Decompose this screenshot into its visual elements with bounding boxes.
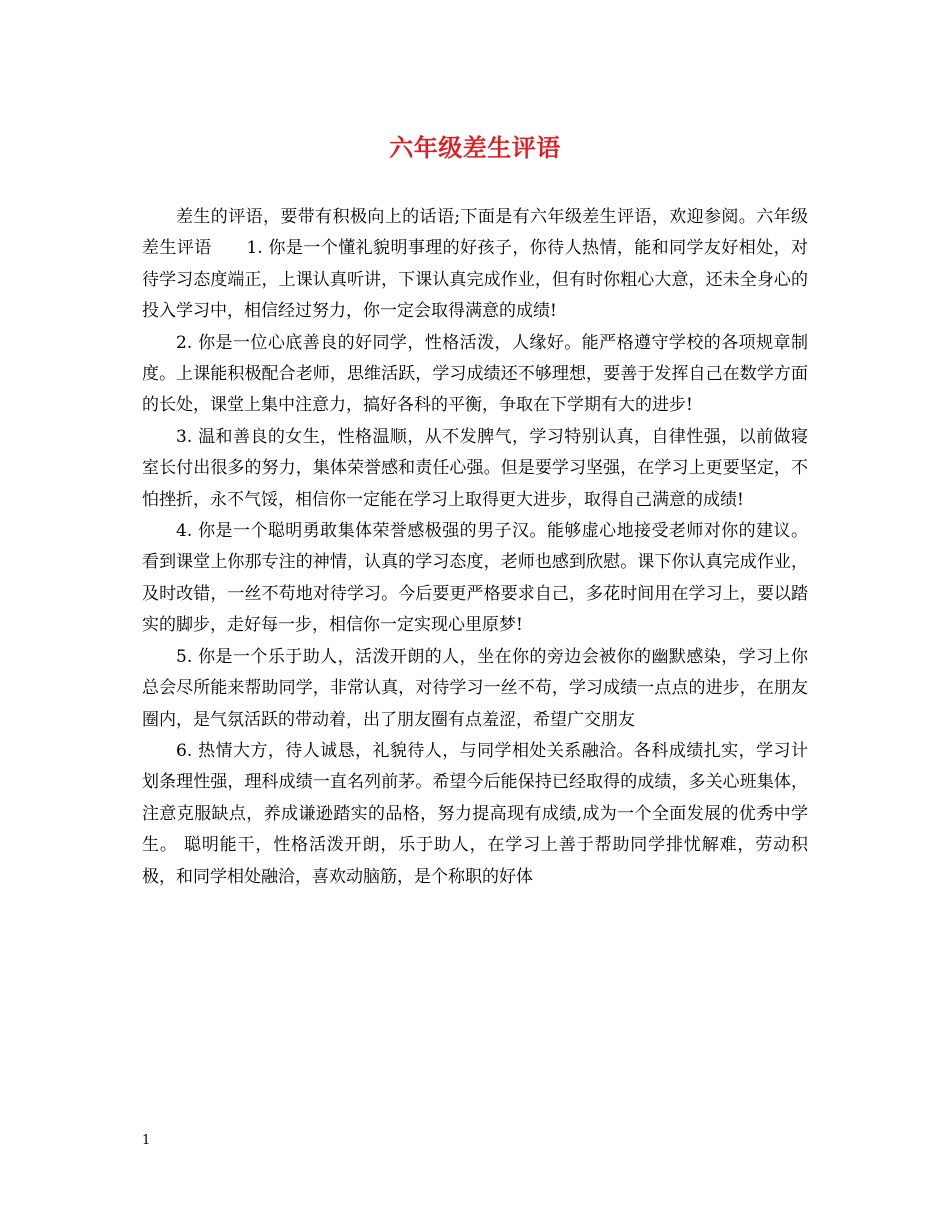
document-body — [142, 202, 808, 893]
paragraph-comment-6: 6. 热情大方，待人诚恳，礼貌待人，与同学相处关系融洽。各科成绩扎实，学习计划条理性强，理科成绩一直名列前茅。希望今后能保持已经取得的成绩，多关心班集体，注意克服缺点，养成谦逊踏实的品格，努力提高现有成绩,成为一个全面发展的优秀中学生。 聪明能干，性格活泼开朗，乐于助人，在学习上善于帮助同学排忧解难，劳动积极，和同学相处融洽，喜欢动脑筋，是个称职的好体 — [142, 740, 808, 887]
page-number: 1 — [142, 1133, 151, 1148]
paragraph-comment-2: 2. 你是一位心底善良的好同学，性格活泼，人缘好。能严格遵守学校的各项规章制度。上课能积极配合老师，思维活跃，学习成绩还不够理想，要善于发挥自己在数学方面的长处，课堂上集中注意力，搞好各科的平衡，争取在下学期有大的进步! — [142, 332, 808, 416]
document-title: 六年级差生评语 — [389, 133, 561, 162]
paragraph-comment-4: 4. 你是一个聪明勇敢集体荣誉感极强的男子汉。能够虚心地接受老师对你的建议。看到课堂上你那专注的神情，认真的学习态度，老师也感到欣慰。课下你认真完成作业，及时改错，一丝不苟地对待学习。今后要更严格要求自己，多花时间用在学习上，要以踏实的脚步，走好每一步，相信你一定实现心里原梦! — [142, 521, 808, 636]
paragraph-comment-5: 5. 你是一个乐于助人，活泼开朗的人，坐在你的旁边会被你的幽默感染，学习上你总会尽所能来帮助同学，非常认真，对待学习一丝不苟，学习成绩一点点的进步，在朋友圈内，是气氛活跃的带动着，出了朋友圈有点羞涩，希望广交朋友 — [142, 646, 808, 730]
paragraph-comment-3: 3. 温和善良的女生，性格温顺，从不发脾气，学习特别认真，自律性强，以前做寝室长付出很多的努力，集体荣誉感和责任心强。但是要学习坚强，在学习上更要坚定，不怕挫折，永不气馁，相信你一定能在学习上取得更大进步，取得自己满意的成绩! — [142, 426, 808, 510]
paragraph-intro: 差生的评语，要带有积极向上的话语;下面是有六年级差生评语，欢迎参阅。六年级差生评语 1. 你是一个懂礼貌明事理的好孩子，你待人热情，能和同学友好相处，对待学习态度端正，上课认真听讲，下课认真完成作业，但有时你粗心大意，还未全身心的投入学习中，相信经过努力，你一定会取得满意的成绩! — [142, 207, 808, 322]
